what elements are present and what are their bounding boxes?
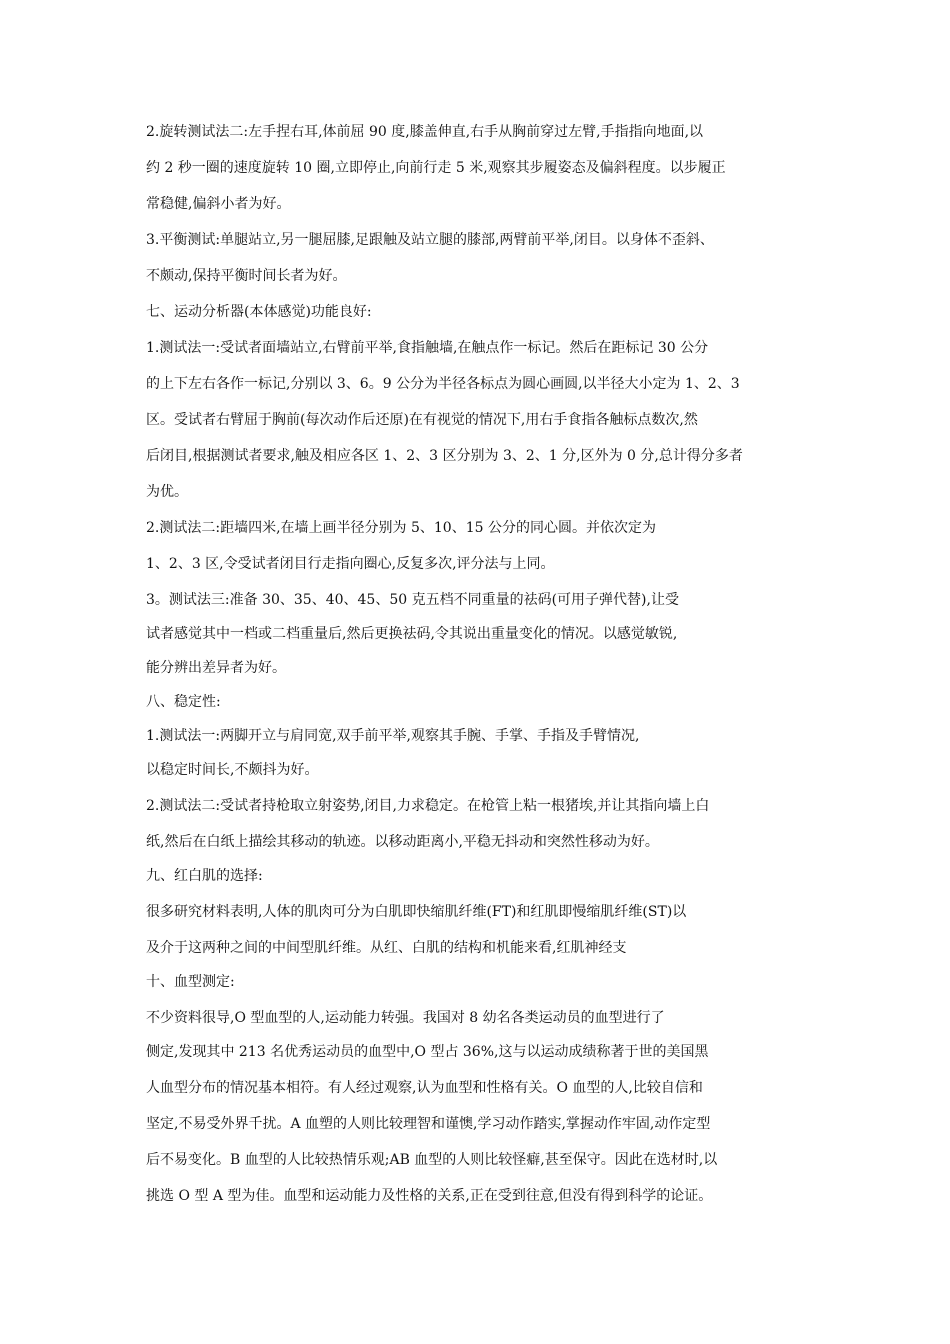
text-line: 后闭目,根据测试者要求,触及相应各区 1、2、3 区分别为 3、2、1 分,区外为 0 分,总计得分多者 bbox=[146, 448, 743, 464]
text-line: 约 2 秒一圈的速度旋转 10 圈,立即停止,向前行走 5 米,观察其步履姿态及偏斜程度。以步履正 bbox=[146, 160, 726, 176]
text-line: 能分辨出差异者为好。 bbox=[146, 660, 286, 676]
text-line: 不颇动,保持平衡时间长者为好。 bbox=[146, 268, 347, 284]
text-line: 1.测试法一:受试者面墙站立,右臂前平举,食指触墙,在触点作一标记。然后在距标记 30 公分 bbox=[146, 340, 709, 356]
text-line: 试者感觉其中一档或二档重量后,然后更换祛码,令其说出重量变化的情况。以感觉敏锐, bbox=[146, 626, 678, 642]
text-line: 为优。 bbox=[146, 484, 188, 500]
text-line: 2.旋转测试法二:左手捏右耳,体前屈 90 度,膝盖伸直,右手从胸前穿过左臂,手指指向地面,以 bbox=[146, 124, 704, 140]
text-line: 常稳健,偏斜小者为好。 bbox=[146, 196, 291, 212]
text-line: 人血型分布的情况基本相符。有人经过观察,认为血型和性格有关。O 血型的人,比较自信和 bbox=[146, 1080, 703, 1096]
text-line: 的上下左右各作一标记,分别以 3、6。9 公分为半径各标点为圆心画圆,以半径大小定为 1、2、3 bbox=[146, 376, 740, 392]
section-heading: 九、红白肌的选择: bbox=[146, 868, 263, 884]
text-line: 很多研究材料表明,人体的肌肉可分为白肌即快缩肌纤维(FT)和红肌即慢缩肌纤维(ST)以 bbox=[146, 904, 687, 920]
text-line: 挑选 O 型 A 型为佳。血型和运动能力及性格的关系,正在受到往意,但没有得到科学的论证。 bbox=[146, 1188, 713, 1204]
text-line: 侧定,发现其中 213 名优秀运动员的血型中,O 型占 36%,这与以运动成绩称著于世的美国黑 bbox=[146, 1044, 709, 1060]
text-line: 后不易变化。B 血型的人比较热情乐观;AB 血型的人则比较怪癖,甚至保守。因此在选材时,以 bbox=[146, 1152, 718, 1168]
text-line: 2.测试法二:受试者持枪取立射姿势,闭目,力求稳定。在枪管上粘一根猪埃,并让其指向墙上白 bbox=[146, 798, 710, 814]
section-heading: 十、血型测定: bbox=[146, 974, 235, 990]
text-line: 坚定,不易受外界千扰。A 血塑的人则比较理智和谨懊,学习动作踏实,掌握动作牢固,动作定型 bbox=[146, 1116, 711, 1132]
text-line: 1、2、3 区,令受试者闭目行走指向圈心,反复多次,评分法与上同。 bbox=[146, 556, 555, 572]
text-line: 2.测试法二:距墙四米,在墙上画半径分别为 5、10、15 公分的同心圆。并依次定为 bbox=[146, 520, 656, 536]
text-line: 不少资料很导,O 型血型的人,运动能力转强。我国对 8 幼名各类运动员的血型进行了 bbox=[146, 1010, 665, 1026]
text-line: 3.平衡测试:单腿站立,另一腿屈膝,足跟触及站立腿的膝部,两臂前平举,闭目。以身体不歪斜、 bbox=[146, 232, 714, 248]
text-line: 纸,然后在白纸上描绘其移动的轨迹。以移动距离小,平稳无抖动和突然性移动为好。 bbox=[146, 834, 659, 850]
section-heading: 八、稳定性: bbox=[146, 694, 221, 710]
text-line: 区。受试者右臂屈于胸前(每次动作后还原)在有视觉的情况下,用右手食指各触标点数次,然 bbox=[146, 412, 698, 428]
text-line: 以稳定时间长,不颇抖为好。 bbox=[146, 762, 319, 778]
section-heading: 七、运动分析器(本体感觉)功能良好: bbox=[146, 304, 372, 320]
text-line: 及介于这两种之间的中间型肌纤维。从红、白肌的结构和机能来看,红肌神经支 bbox=[146, 940, 627, 956]
text-line: 1.测试法一:两脚开立与肩同宽,双手前平举,观察其手腕、手掌、手指及手臂情况, bbox=[146, 728, 640, 744]
text-line: 3。测试法三:准备 30、35、40、45、50 克五档不同重量的祛码(可用子弹代替),让受 bbox=[146, 592, 679, 608]
